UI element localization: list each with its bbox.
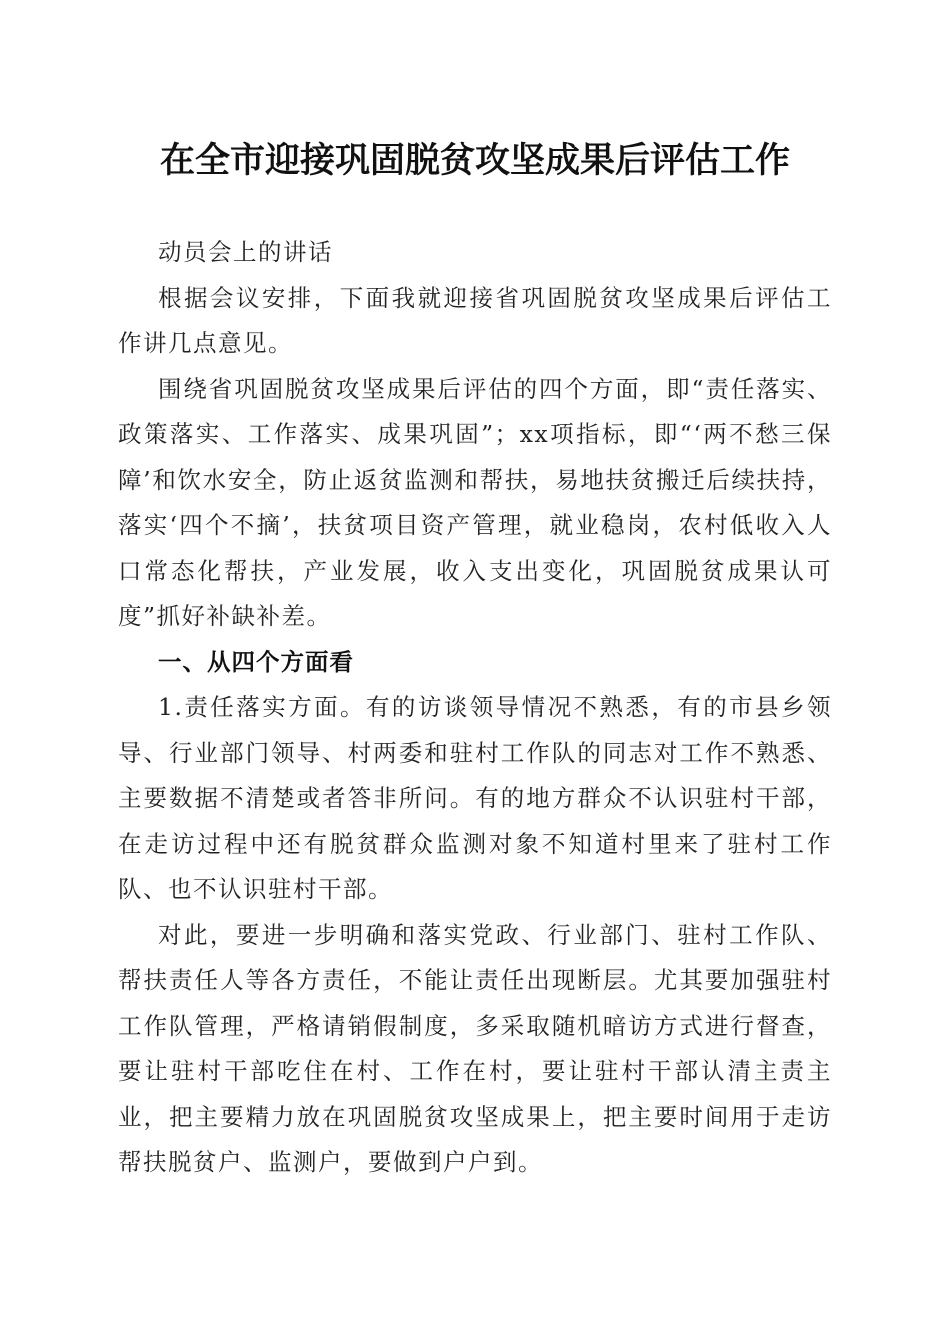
subtitle-paragraph: 动员会上的讲话 — [158, 238, 333, 266]
section-paragraph-2: 对此，要进一步明确和落实党政、行业部门、驻村工作队、帮扶责任人等各方责任，不能让责任出现断层。尤其要加强驻村工作队管理，严格请销假制度，多采取随机暗访方式进行督查，要让驻村干部吃住在村、工作在村，要让驻村干部认清主责主业，把主要精力放在巩固脱贫攻坚成果上，把主要时间用于走访帮扶脱贫户、监测户，要做到户户到。 — [118, 920, 832, 1176]
intro-paragraph-1: 根据会议安排，下面我就迎接省巩固脱贫攻坚成果后评估工作讲几点意见。 — [118, 283, 832, 357]
document-title: 在全市迎接巩固脱贫攻坚成果后评估工作 — [159, 140, 790, 181]
section-heading: 一、从四个方面看 — [158, 647, 354, 676]
intro-paragraph-2: 围绕省巩固脱贫攻坚成果后评估的四个方面，即“责任落实、政策落实、工作落实、成果巩固”；xx项指标，即“‘两不愁三保障’和饮水安全，防止返贫监测和帮扶，易地扶贫搬迁后续扶持，落实‘四个不摘’，扶贫项目资产管理，就业稳岗，农村低收入人口常态化帮扶，产业发展，收入支出变化，巩固脱贫成果认可度”抓好补缺补差。 — [118, 374, 832, 630]
section-paragraph-1: 1.责任落实方面。有的访谈领导情况不熟悉，有的市县乡领导、行业部门领导、村两委和驻村工作队的同志对工作不熟悉、主要数据不清楚或者答非所问。有的地方群众不认识驻村干部，在走访过程中还有脱贫群众监测对象不知道村里来了驻村工作队、也不认识驻村干部。 — [118, 693, 832, 903]
document-body — [118, 230, 832, 1186]
